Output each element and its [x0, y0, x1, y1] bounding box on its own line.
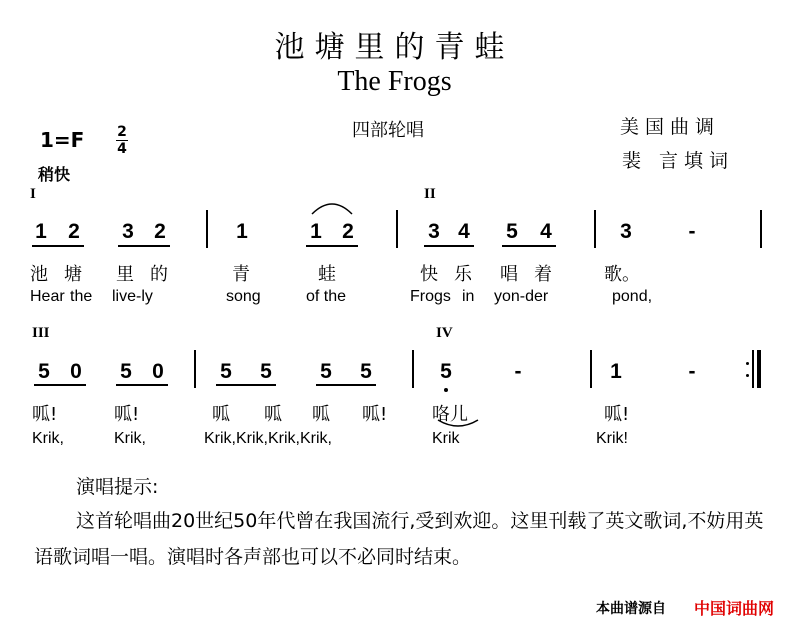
lyric-en: pond,	[612, 288, 653, 305]
lyric-cn: 呱	[212, 404, 230, 425]
lyric-en: song	[226, 288, 261, 305]
note: 5	[38, 360, 50, 383]
lyric-cn: 呱!	[114, 404, 140, 425]
beat-underline	[424, 245, 474, 247]
lyric-en: Krik,Krik,Krik,Krik,	[204, 430, 332, 447]
lyric-cn: 塘	[64, 264, 82, 285]
lyric-en: yon-der	[494, 288, 549, 305]
lyric-cn: 呱!	[362, 404, 388, 425]
section-marker-4: IV	[436, 325, 453, 341]
octave-dot	[444, 388, 448, 392]
lyric-cn: 蛙	[318, 264, 336, 285]
slur	[310, 200, 354, 216]
tempo-marking: 稍快	[38, 165, 71, 184]
lyric-cn: 着	[534, 264, 552, 285]
barline	[594, 210, 596, 248]
note: 1	[310, 220, 322, 243]
note: 1	[35, 220, 47, 243]
lyric-cn: 乐	[454, 264, 472, 285]
note: 5	[506, 220, 518, 243]
lyric-en: Hear	[30, 288, 65, 305]
beat-underline	[116, 384, 168, 386]
barline	[206, 210, 208, 248]
beat-underline	[118, 245, 170, 247]
source-label: 本曲谱源自	[596, 601, 666, 617]
repeat-dot	[746, 374, 749, 377]
note: 5	[120, 360, 132, 383]
lyric-cn: 池	[30, 264, 48, 285]
time-signature-bottom: 4	[117, 141, 127, 157]
note: 1	[610, 360, 622, 383]
note: 5	[220, 360, 232, 383]
lyric-cn: 咯儿	[432, 404, 468, 425]
beat-underline	[502, 245, 556, 247]
music-credit: 美国曲调	[620, 116, 721, 138]
barline	[412, 350, 414, 388]
tips-title: 演唱提示:	[76, 476, 159, 498]
beat-underline	[34, 384, 86, 386]
lyric-cn: 歌。	[604, 264, 640, 285]
lyric-en: Krik	[432, 430, 460, 447]
lyric-cn: 呱!	[604, 404, 630, 425]
subtitle: 四部轮唱	[352, 120, 424, 141]
time-signature	[116, 125, 128, 156]
note: 5	[260, 360, 272, 383]
lyric-en: Frogs	[410, 288, 451, 305]
lyric-en: Krik,	[32, 430, 64, 447]
note: 4	[458, 220, 470, 243]
lyric-en: live-ly	[112, 288, 153, 305]
beat-underline	[306, 245, 358, 247]
repeat-dot	[746, 362, 749, 365]
note: 2	[154, 220, 166, 243]
lyric-en: Krik!	[596, 430, 628, 447]
lyric-cn: 的	[150, 264, 168, 285]
lyric-cn: 呱!	[32, 404, 58, 425]
site-name-link[interactable]: 中国词曲网	[694, 599, 775, 618]
barline	[590, 350, 592, 388]
lyric-cn: 青	[232, 264, 250, 285]
section-marker-1: I	[30, 186, 36, 202]
barline	[760, 210, 762, 248]
lyric-en: Krik,	[114, 430, 146, 447]
beat-underline	[32, 245, 84, 247]
note: 5	[360, 360, 372, 383]
note-dash: -	[688, 360, 696, 383]
barline	[396, 210, 398, 248]
repeat-barline-thick	[757, 350, 761, 388]
repeat-barline-thin	[752, 350, 754, 388]
note: 2	[68, 220, 80, 243]
lyric-cn: 唱	[500, 264, 518, 285]
slur-lyric	[436, 418, 480, 430]
note-dash: -	[514, 360, 522, 383]
note: 4	[540, 220, 552, 243]
barline	[194, 350, 196, 388]
lyric-en: the	[70, 288, 93, 305]
lyric-en: of the	[306, 288, 347, 305]
note: 0	[152, 360, 164, 383]
key-signature: 1=F	[40, 128, 85, 152]
note: 3	[122, 220, 134, 243]
lyric-en: in	[462, 288, 475, 305]
section-marker-3: III	[32, 325, 50, 341]
note: 2	[342, 220, 354, 243]
lyric-cn: 呱	[264, 404, 282, 425]
time-signature-top: 2	[117, 124, 127, 140]
section-marker-2: II	[424, 186, 436, 202]
beat-underline	[216, 384, 276, 386]
lyric-cn: 呱	[312, 404, 330, 425]
note: 3	[620, 220, 632, 243]
lyric-cn: 快	[420, 264, 438, 285]
tips-text: 这首轮唱曲20世纪50年代曾在我国流行,受到欢迎。这里刊载了英文歌词,不妨用英语歌词唱一唱。演唱时各声部也可以不必同时结束。	[34, 510, 764, 568]
title-chinese: 池塘里的青蛙	[274, 30, 515, 65]
note: 3	[428, 220, 440, 243]
title-english: The Frogs	[337, 66, 452, 97]
beat-underline	[316, 384, 376, 386]
note: 0	[70, 360, 82, 383]
note: 5	[320, 360, 332, 383]
note-dash: -	[688, 220, 696, 243]
note: 1	[236, 220, 248, 243]
note: 5	[440, 360, 452, 383]
lyrics-credit: 裴 言填词	[622, 150, 735, 172]
lyric-cn: 里	[116, 264, 134, 285]
